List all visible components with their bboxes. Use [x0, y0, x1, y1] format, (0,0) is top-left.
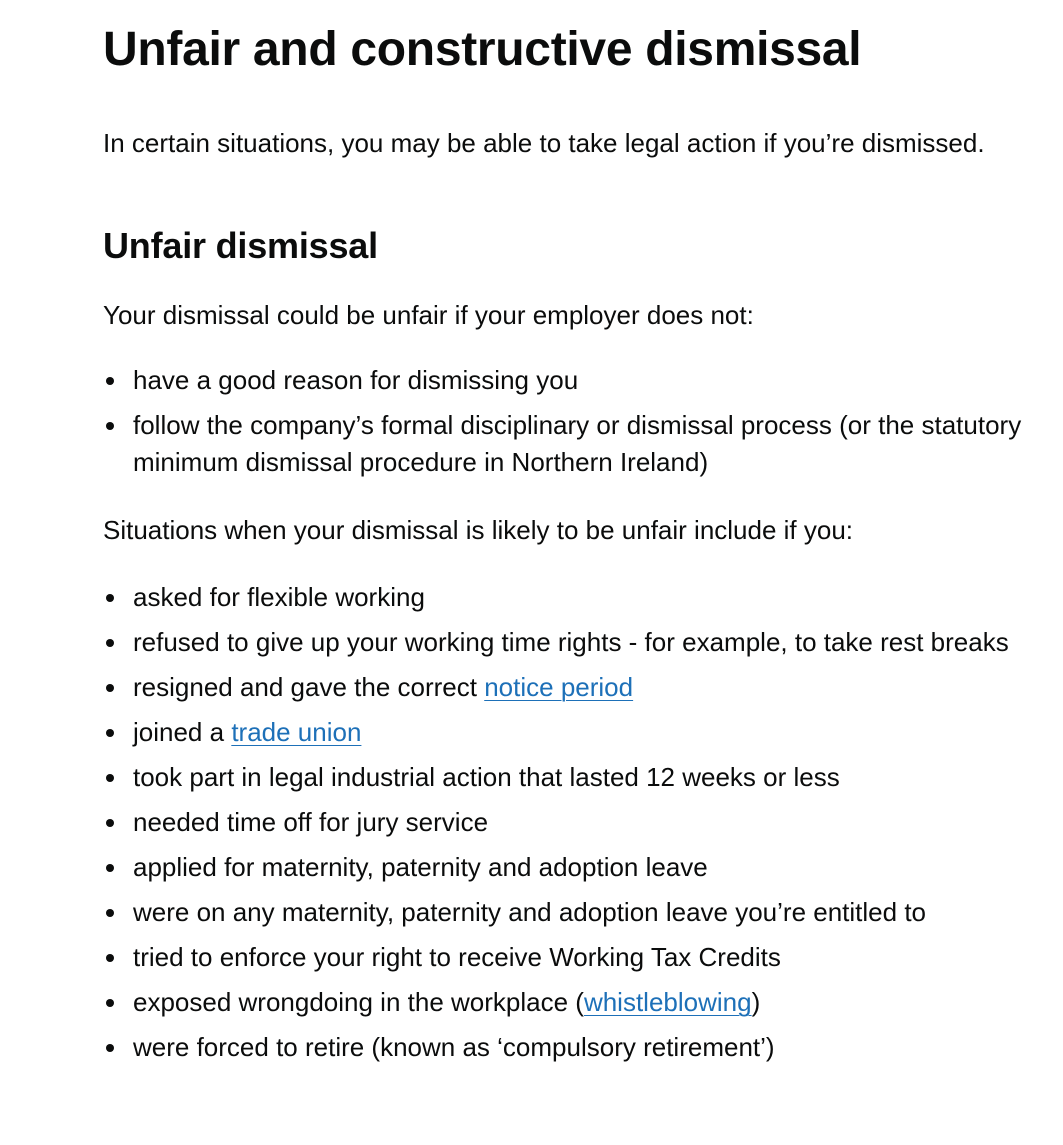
bullet-icon: [106, 819, 114, 827]
list-item-text: needed time off for jury service: [133, 807, 489, 837]
list-item: [103, 669, 1043, 706]
bullet-icon: [106, 377, 114, 385]
list-item-text: tried to enforce your right to receive Working Tax Credits: [133, 942, 781, 972]
list-item-text: have a good reason for dismissing you: [133, 365, 579, 395]
bullet-icon: [106, 684, 114, 692]
list-item-text: joined a: [133, 717, 232, 747]
list-item: [103, 407, 1043, 481]
notice-period-link[interactable]: notice period: [484, 672, 634, 702]
list-item-text: took part in legal industrial action that lasted 12 weeks or less: [133, 762, 840, 792]
section-heading-unfair-dismissal: Unfair dismissal: [103, 225, 378, 266]
lead-paragraph: In certain situations, you may be able to take legal action if you’re dismissed.: [103, 128, 985, 158]
list-item: [103, 849, 1043, 886]
page-title: Unfair and constructive dismissal: [103, 23, 862, 76]
unfair-reasons-list: [103, 362, 1043, 481]
situations-intro-paragraph: Situations when your dismissal is likely to be unfair include if you:: [103, 515, 854, 545]
list-item: [103, 984, 1043, 1021]
bullet-icon: [106, 1044, 114, 1052]
bullet-icon: [106, 422, 114, 430]
bullet-icon: [106, 954, 114, 962]
bullet-icon: [106, 639, 114, 647]
list-item: [103, 1029, 1043, 1066]
list-item-text: refused to give up your working time rights - for example, to take rest breaks: [133, 627, 1009, 657]
bullet-icon: [106, 909, 114, 917]
list-item: [103, 714, 1043, 751]
trade-union-link[interactable]: trade union: [231, 717, 362, 747]
list-item-text: applied for maternity, paternity and adoption leave: [133, 852, 708, 882]
bullet-icon: [106, 864, 114, 872]
situations-list: [103, 579, 1043, 1066]
list-item-text-suffix: ): [751, 987, 761, 1017]
bullet-icon: [106, 999, 114, 1007]
list-item: [103, 894, 1043, 931]
bullet-icon: [106, 729, 114, 737]
list-item-text: were forced to retire (known as ‘compulsory retirement’): [133, 1032, 775, 1062]
bullet-icon: [106, 774, 114, 782]
list-item-text: asked for flexible working: [133, 582, 425, 612]
list-item: [103, 579, 1043, 616]
main-content: [103, 0, 1043, 1066]
list-item: [103, 362, 1043, 399]
list-item: [103, 759, 1043, 796]
list-item-text: exposed wrongdoing in the workplace (: [133, 987, 584, 1017]
whistleblowing-link[interactable]: whistleblowing: [583, 987, 752, 1017]
list-item: [103, 804, 1043, 841]
list-item: [103, 939, 1043, 976]
bullet-icon: [106, 594, 114, 602]
list-item: [103, 624, 1043, 661]
list-item-text: follow the company’s formal disciplinary or dismissal process (or the statutory minimum dismissal procedure in Northern Ireland): [133, 410, 1022, 477]
list-item-text: resigned and gave the correct: [133, 672, 485, 702]
list-item-text: were on any maternity, paternity and adoption leave you’re entitled to: [133, 897, 926, 927]
unfair-intro-paragraph: Your dismissal could be unfair if your employer does not:: [103, 300, 754, 330]
